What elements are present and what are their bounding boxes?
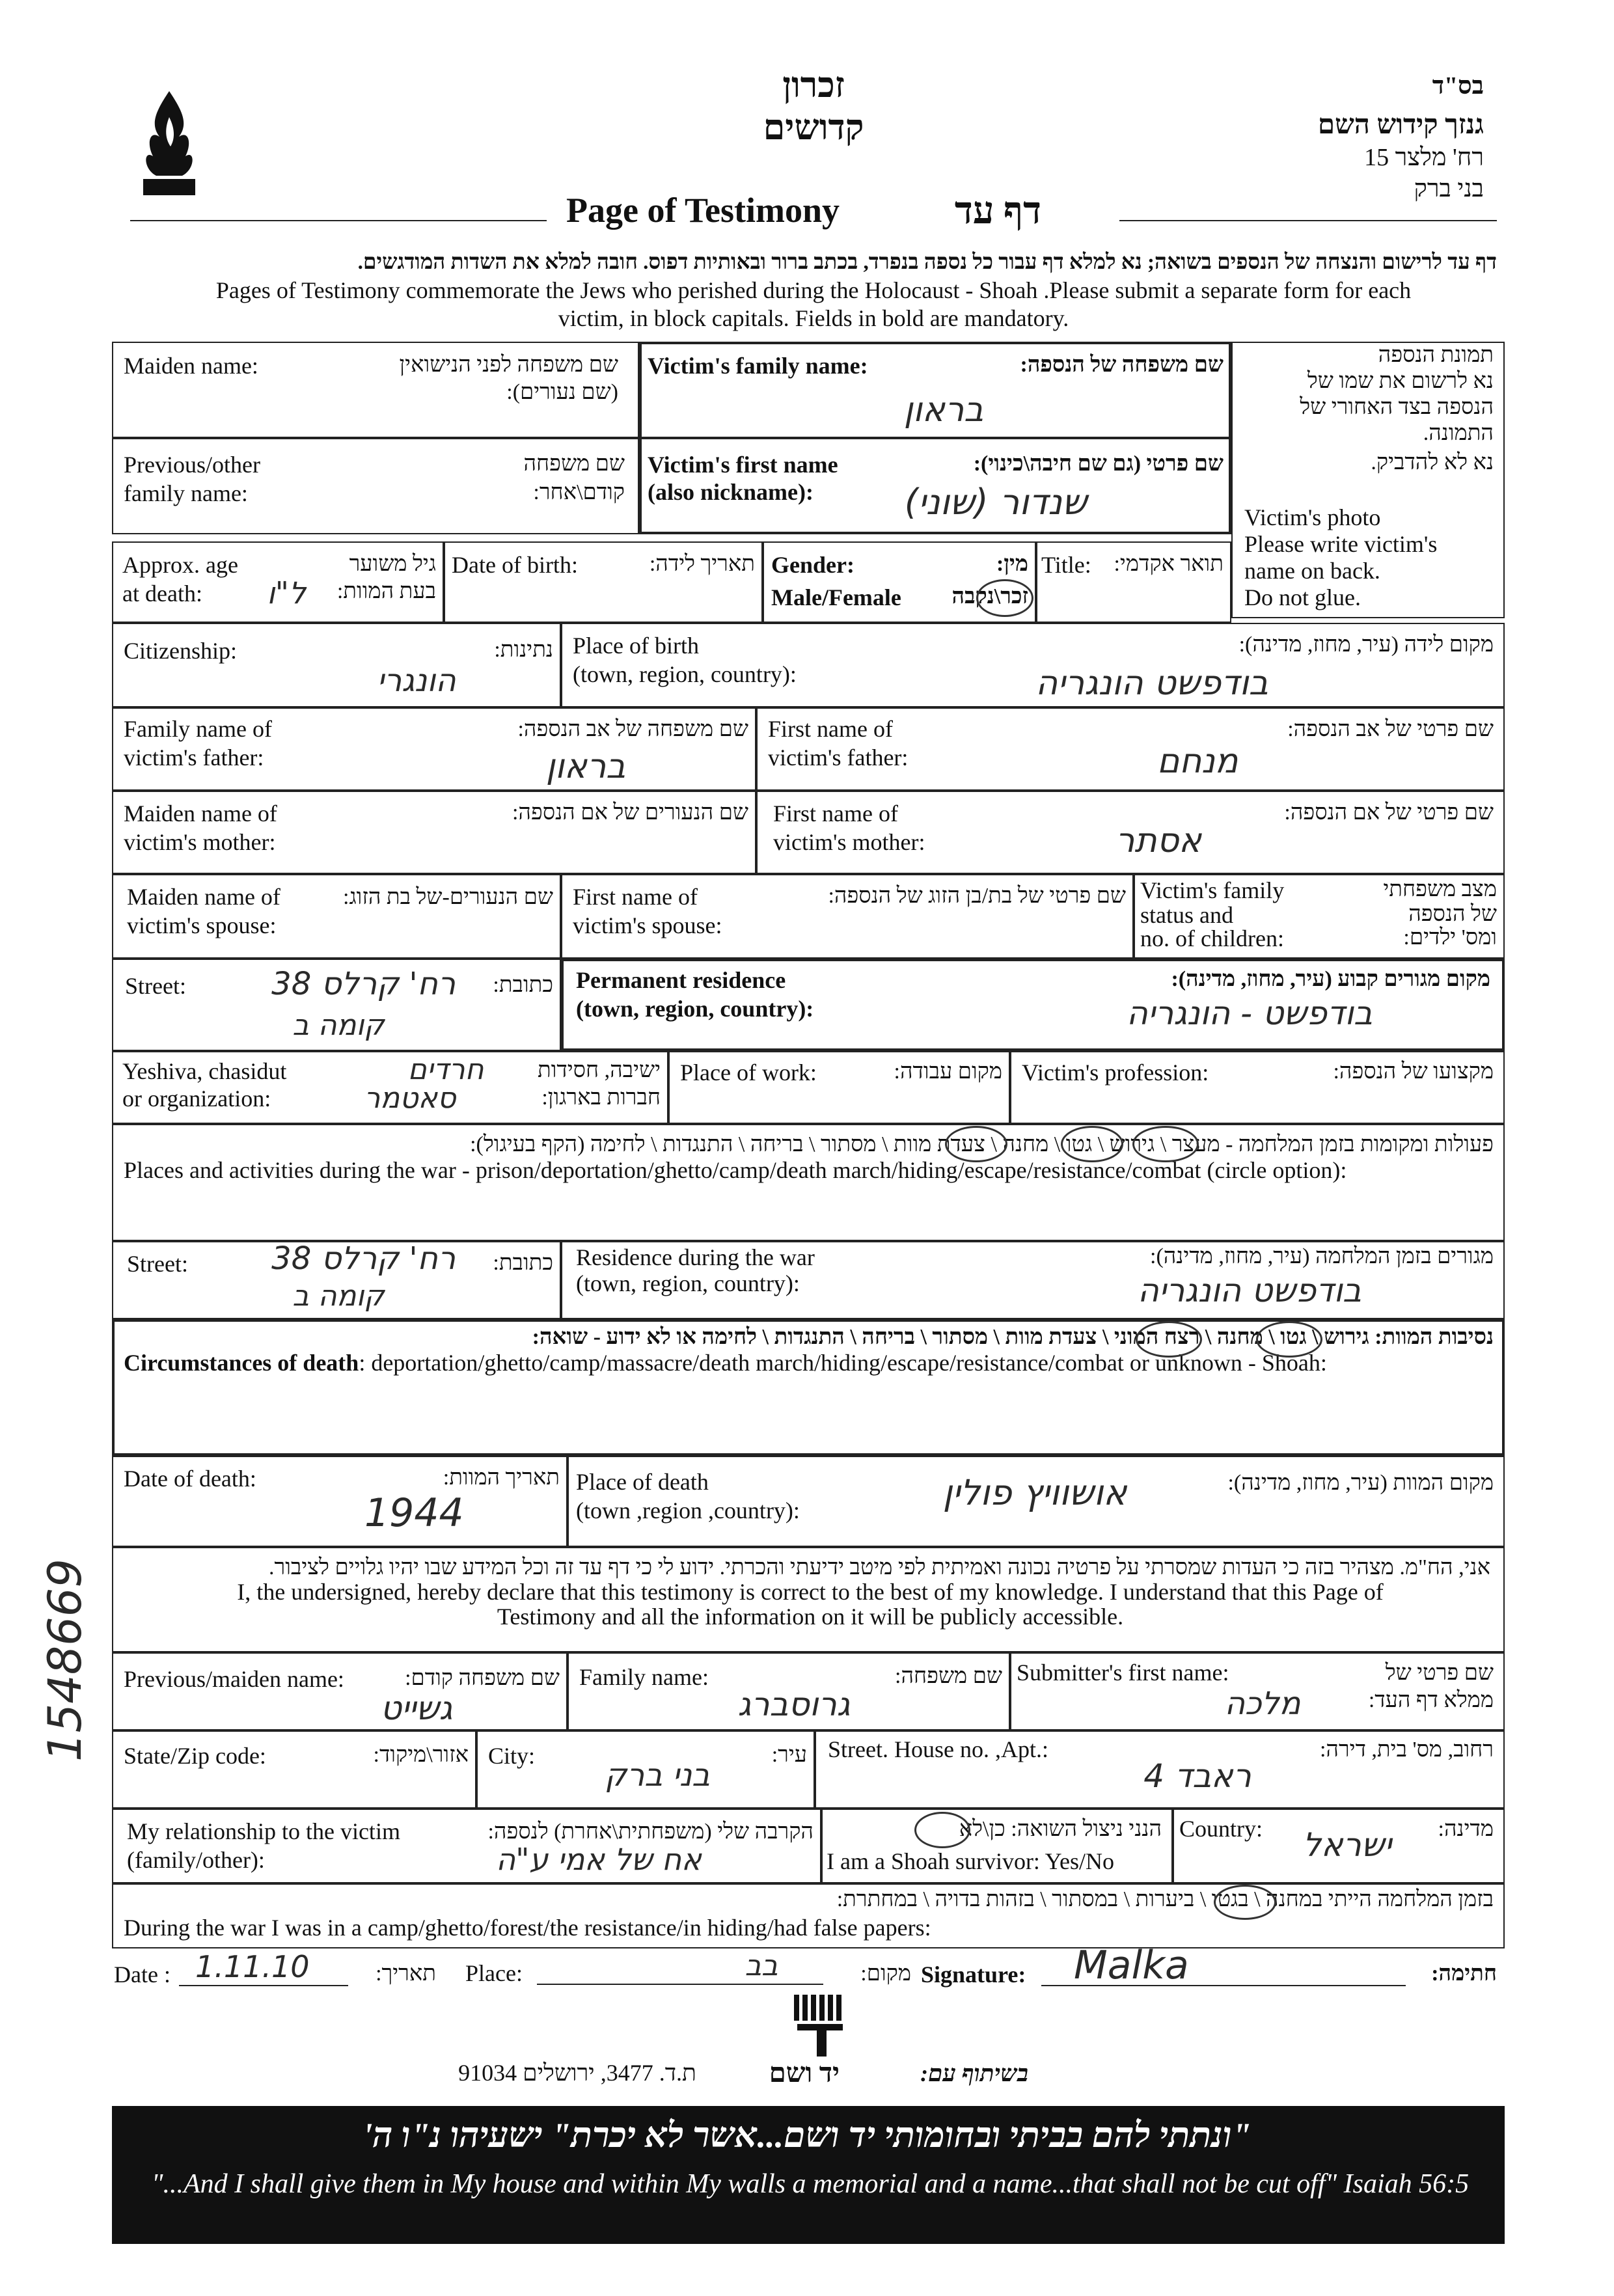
age-label-he1: גיל משוער xyxy=(349,552,436,576)
sub-country-label-he: מדינה: xyxy=(1438,1817,1494,1841)
sub-country-label: Country: xyxy=(1179,1816,1263,1842)
street-label: Street: xyxy=(125,973,186,999)
spouse-maiden-label-1: Maiden name of xyxy=(127,884,280,910)
war-street-value-1[interactable]: רח' קרלס 38 xyxy=(271,1240,456,1277)
dod-label-he: תאריך המוות: xyxy=(443,1466,560,1490)
prev-name-label-1: Previous/other xyxy=(124,452,260,478)
war-res-label-1: Residence during the war xyxy=(576,1244,815,1270)
photo-note-en-1: Victim's photo xyxy=(1244,504,1381,530)
gender-label-he1: מין: xyxy=(996,552,1028,576)
bsd-mark: בס"ד xyxy=(1432,72,1484,100)
yeshiva-label-he2: חברות בארגון: xyxy=(541,1086,661,1110)
prev-name-label-he2: קודם\אחר: xyxy=(533,480,625,504)
circle-death-camp[interactable] xyxy=(1136,1321,1202,1358)
sub-family-label-he: שם משפחה: xyxy=(895,1664,1002,1688)
spouse-first-label-2: victim's spouse: xyxy=(573,912,722,938)
maiden-name-label: Maiden name: xyxy=(124,353,258,379)
gender-label-he2: זכר\נקבה xyxy=(951,584,1028,608)
pob-label-2: (town, region, country): xyxy=(573,661,797,687)
sub-rel-label-1: My relationship to the victim xyxy=(127,1818,400,1844)
photo-note-he-2: נא לרשום את שמו של xyxy=(1307,369,1494,393)
first-name-label-he: שם פרטי (גם שם חיבה\כינוי): xyxy=(973,452,1224,476)
kedoshim-heading: קדושים xyxy=(763,108,864,147)
gender-male-circle[interactable] xyxy=(976,579,1033,617)
citizenship-label: Citizenship: xyxy=(124,638,237,664)
war-res-value[interactable]: בודפשט הונגריה xyxy=(1138,1272,1361,1309)
war-street-label-he: כתובת: xyxy=(493,1251,553,1275)
sub-prev-maiden-value[interactable]: גשייט xyxy=(380,1689,453,1727)
org-city: בני ברק xyxy=(1414,175,1484,202)
circumstances-en-rest: : deportation/ghetto/camp/massacre/death march/hiding/escape/resistance/combat or unknown - Shoah: xyxy=(359,1350,1327,1376)
declaration-he: אני, הח"מ. מצהיר בזה כי העדות שמסרתי על פרטיה נכונה ואמיתית לפי מיטב ידיעתי והכרתי. ידוע לי כי דף עד זה וכל המידע שבו יהיו גלויים לציבור. xyxy=(269,1555,1490,1579)
pod-label-2: (town ,region ,country): xyxy=(576,1497,800,1524)
yad-vashem-logo xyxy=(791,1991,849,2063)
survivor-label-he: הנני ניצול השואה: כן\לא xyxy=(959,1817,1162,1841)
sub-first-label-he1: שם פרטי של xyxy=(1385,1661,1494,1685)
war-camp-he: בזמן המלחמה הייתי במחנה \ בגטו \ ביערות \ במסתור \ בזהות בדויה \ במחתרת: xyxy=(836,1887,1494,1911)
war-street-label: Street: xyxy=(127,1251,188,1277)
street-label-he: כתובת: xyxy=(493,973,553,997)
family-name-value[interactable]: בראון xyxy=(903,390,984,430)
org-street: רח' מלצר 15 xyxy=(1364,144,1484,171)
circle-death-deportation[interactable] xyxy=(1256,1321,1322,1358)
father-family-label-he: שם משפחה של אב הנספה: xyxy=(517,717,748,741)
date-label-he: תאריך: xyxy=(376,1961,436,1986)
maiden-name-label-he2: (שם נעורים): xyxy=(506,380,618,404)
title-hebrew: דף עד xyxy=(954,189,1041,232)
family-status-label-he1: מצב משפחתי xyxy=(1383,877,1497,901)
sub-street-value[interactable]: ראבד 4 xyxy=(1143,1757,1252,1795)
partner-yad-vashem: יד ושם xyxy=(769,2058,840,2088)
signature-label: Signature: xyxy=(921,1961,1026,1988)
place-value[interactable]: בב xyxy=(745,1949,778,1982)
perm-res-value[interactable]: בודפשט - הונגריה xyxy=(1127,994,1373,1032)
father-first-label-1: First name of xyxy=(768,716,893,742)
intro-english-1: Pages of Testimony commemorate the Jews who perished during the Holocaust - Shoah .Please submit a separate form for each xyxy=(215,277,1412,303)
work-label-he: מקום עבודה: xyxy=(894,1059,1002,1084)
perm-res-label-2: (town, region, country): xyxy=(576,996,814,1022)
spouse-maiden-label-he: שם הנעורים-של בת הזוג: xyxy=(343,885,553,909)
sub-city-value[interactable]: בני ברק xyxy=(605,1757,710,1794)
spouse-maiden-label-2: victim's spouse: xyxy=(127,912,277,938)
work-label: Place of work: xyxy=(680,1059,817,1086)
war-camp-en: During the war I was in a camp/ghetto/forest/the resistance/in hiding/had false papers: xyxy=(124,1915,931,1941)
perm-res-label-1: Permanent residence xyxy=(576,967,786,993)
maiden-name-label-he1: שם משפחה לפני הנישואין xyxy=(399,353,618,377)
mother-first-value[interactable]: אסתר xyxy=(1115,821,1202,860)
declaration-en-2: Testimony and all the information on it will be publicly accessible. xyxy=(497,1604,1124,1630)
survivor-label-en: I am a Shoah survivor: Yes/No xyxy=(827,1848,1114,1874)
perm-res-label-he: מקום מגורים קבוע (עיר, מחוז, מדינה): xyxy=(1171,967,1490,991)
pod-value[interactable]: אושוויץ פולין xyxy=(942,1472,1127,1513)
sub-first-value[interactable]: מלכה xyxy=(1224,1686,1301,1722)
photo-note-he-3: הנספה בצד האחורי של xyxy=(1300,395,1494,419)
dob-label: Date of birth: xyxy=(452,552,578,578)
sub-first-label-he2: ממלא דף העד: xyxy=(1368,1688,1494,1712)
circumstances-he: נסיבות המוות: גירוש \ גטו \ מחנה \ רצח המוני \ צעדת מוות \ מסתור \ בריחה \ התנגדות \ לחימה או לא ידוע - שואה: xyxy=(532,1325,1494,1349)
intro-hebrew: דף עד לרישום והנצחה של הנספים בשואה; נא למלא דף עבור כל נספה בנפרד, בכתב ברור ובאותיות דפוס. חובה למלא את השדות המודגשים. xyxy=(357,251,1497,274)
mother-first-label-1: First name of xyxy=(773,800,898,827)
yeshiva-value-1[interactable]: חרדים xyxy=(407,1053,484,1086)
father-family-value[interactable]: בראון xyxy=(545,747,626,786)
prev-name-label-2: family name: xyxy=(124,480,248,506)
pod-label-1: Place of death xyxy=(576,1469,709,1495)
org-name: גנזך קידוש השם xyxy=(1317,110,1484,140)
age-label-2: at death: xyxy=(122,581,202,607)
street-value-2[interactable]: קומה ב xyxy=(292,1009,385,1042)
photo-note-he-5: נא לא להדביק. xyxy=(1371,450,1494,474)
place-label-he: מקום: xyxy=(860,1961,911,1986)
first-name-label-2: (also nickname): xyxy=(648,479,814,505)
sub-family-label: Family name: xyxy=(579,1664,709,1690)
sub-prev-maiden-label: Previous/maiden name: xyxy=(124,1666,344,1692)
sub-zip-label: State/Zip code: xyxy=(124,1743,266,1769)
pob-label-1: Place of birth xyxy=(573,633,699,659)
circle-deportation[interactable] xyxy=(1061,1126,1123,1162)
mother-maiden-label-2: victim's mother: xyxy=(124,829,276,855)
gender-label-2: Male/Female xyxy=(771,584,901,610)
age-label-1: Approx. age xyxy=(122,552,238,578)
war-res-label-2: (town, region, country): xyxy=(576,1270,800,1296)
footer-quote-he: "ונתתי להם בביתי ובחומותי יד ושם...אשר לא יכרת" ישעיהו נ"ו ה' xyxy=(362,2116,1252,2155)
photo-note-he-1: תמונת הנספה xyxy=(1378,343,1494,367)
photo-note-he-4: התמונה. xyxy=(1423,421,1494,445)
yeshiva-label-2: or organization: xyxy=(122,1086,271,1112)
citizenship-label-he: נתינות: xyxy=(494,638,553,662)
family-name-label: Victim's family name: xyxy=(648,353,868,379)
title-field-label: Title: xyxy=(1041,552,1091,578)
sub-prev-maiden-label-he: שם משפחה קודם: xyxy=(405,1666,560,1690)
family-status-label-1: Victim's family xyxy=(1140,877,1285,903)
circle-prison[interactable] xyxy=(1132,1126,1199,1162)
sub-rel-value[interactable]: אח של אמי ע"ה xyxy=(496,1842,702,1877)
family-status-label-2: status and xyxy=(1140,902,1233,928)
first-name-label-1: Victim's first name xyxy=(648,452,838,478)
father-first-value[interactable]: מנחם xyxy=(1156,742,1238,781)
yeshiva-label-he1: ישיבה, חסידות xyxy=(537,1058,661,1082)
yeshiva-label-1: Yeshiva, chasidut xyxy=(122,1058,287,1084)
sub-family-value[interactable]: גרוסברג xyxy=(737,1686,851,1723)
family-name-label-he: שם משפחה של הנספה: xyxy=(1020,353,1224,377)
pob-value[interactable]: בודפשט הונגריה xyxy=(1035,664,1268,703)
gender-label-1: Gender: xyxy=(771,552,855,578)
age-label-he2: בעת המוות: xyxy=(336,579,436,603)
prev-name-label-he1: שם משפחה xyxy=(523,452,625,476)
street-value-1[interactable]: רח' קרלס 38 xyxy=(271,966,456,1002)
citizenship-value[interactable]: הונגרי xyxy=(377,663,456,699)
war-street-value-2[interactable]: קומה ב xyxy=(292,1279,385,1313)
war-camp-ghetto-circle[interactable] xyxy=(1214,1885,1276,1920)
war-places-he: פעולות ומקומות בזמן המלחמה - מעצר \ גירוש \ גטו \ מחנה \ צעדת מוות \ מסתור \ בריחה \ התנגדות \ לחימה (הקף בעיגול): xyxy=(470,1132,1494,1156)
family-status-label-3: no. of children: xyxy=(1140,925,1284,951)
flame-logo xyxy=(130,85,208,202)
partner-with: בשיתוף עם: xyxy=(920,2060,1028,2086)
pob-label-he: מקום לידה (עיר, מחוז, מדינה): xyxy=(1238,633,1494,657)
sub-city-label: City: xyxy=(488,1743,536,1769)
spouse-first-label-he: שם פרטי של בת/בן הזוג של הנספה: xyxy=(828,884,1126,908)
signature-label-he: חתימה: xyxy=(1431,1961,1497,1986)
father-first-label-2: victim's father: xyxy=(768,745,909,771)
dod-label: Date of death: xyxy=(124,1466,256,1492)
mother-maiden-label-1: Maiden name of xyxy=(124,800,277,827)
sub-street-label: Street. House no. ,Apt.: xyxy=(828,1736,1048,1762)
war-places-en: Places and activities during the war - prison/deportation/ghetto/camp/death march/hiding/escape/resistance/combat (circle option): xyxy=(124,1157,1347,1183)
sub-first-label: Submitter's first name: xyxy=(1017,1660,1229,1686)
sub-rel-label-2: (family/other): xyxy=(127,1847,265,1873)
family-status-label-he2: של הנספה xyxy=(1408,902,1497,926)
sub-rel-label-he: הקרבה שלי (משפחתית\אחרת) לנספה: xyxy=(487,1820,814,1844)
dob-label-he: תאריך לידה: xyxy=(649,552,755,576)
family-status-label-he3: ומס' ילדים: xyxy=(1403,925,1497,950)
pod-label-he: מקום המוות (עיר, מחוז, מדינה): xyxy=(1227,1471,1494,1495)
photo-note-en-4: Do not glue. xyxy=(1244,584,1361,610)
sub-street-label-he: רחוב, מס' בית, דירה: xyxy=(1319,1738,1494,1762)
photo-note-en-3: name on back. xyxy=(1244,558,1380,584)
zikhron-heading: זכרון xyxy=(782,66,845,105)
photo-note-en-2: Please write victim's xyxy=(1244,531,1438,557)
war-res-label-he: מגורים בזמן המלחמה (עיר, מחוז, מדינה): xyxy=(1150,1244,1494,1268)
date-label: Date : xyxy=(114,1961,171,1988)
sub-zip-label-he: אזור\מיקוד: xyxy=(373,1743,469,1767)
footer-quote-en: "...And I shall give them in My house and within My walls a memorial and a name...that shall not be cut off" Isaiah 56:5 xyxy=(151,2169,1470,2199)
title-english: Page of Testimony xyxy=(566,191,840,230)
age-value[interactable]: ל"ו xyxy=(267,575,306,610)
intro-english-2: victim, in block capitals. Fields in bold are mandatory. xyxy=(558,305,1069,331)
father-first-label-he: שם פרטי של אב הנספה: xyxy=(1287,717,1494,741)
circle-camp[interactable] xyxy=(945,1126,1007,1162)
mother-first-label-he: שם פרטי של אם הנספה: xyxy=(1284,800,1494,825)
spouse-first-label-1: First name of xyxy=(573,884,698,910)
profession-label-he: מקצועו של הנספה: xyxy=(1333,1059,1494,1084)
mother-first-label-2: victim's mother: xyxy=(773,829,925,855)
partner-address: ת.ד. 3477, ירושלים 91034 xyxy=(458,2060,696,2086)
declaration-en-1: I, the undersigned, hereby declare that this testimony is correct to the best of my knowledge. I understand that this Page of xyxy=(237,1579,1384,1605)
mother-maiden-label-he: שם הנעורים של אם הנספה: xyxy=(512,800,748,825)
place-label: Place: xyxy=(465,1960,523,1986)
date-value[interactable]: 1.11.10 xyxy=(195,1949,310,1984)
father-family-label-1: Family name of xyxy=(124,716,272,742)
title-field-label-he: תואר אקדמי: xyxy=(1114,552,1224,576)
father-family-label-2: victim's father: xyxy=(124,745,264,771)
sub-city-label-he: עיר: xyxy=(771,1743,807,1767)
sub-country-value[interactable]: ישראל xyxy=(1302,1826,1392,1864)
side-number: 1548669 xyxy=(38,1559,92,1762)
survivor-circle[interactable] xyxy=(914,1812,970,1848)
circumstances-en-bold: Circumstances of death xyxy=(124,1350,359,1376)
signature-value[interactable]: Malka xyxy=(1074,1943,1189,1988)
first-name-value[interactable]: שנדור (שוני) xyxy=(904,482,1087,523)
yeshiva-value-2[interactable]: סאטמר xyxy=(364,1082,456,1115)
profession-label: Victim's profession: xyxy=(1022,1059,1209,1086)
dod-value[interactable]: 1944 xyxy=(364,1490,464,1536)
